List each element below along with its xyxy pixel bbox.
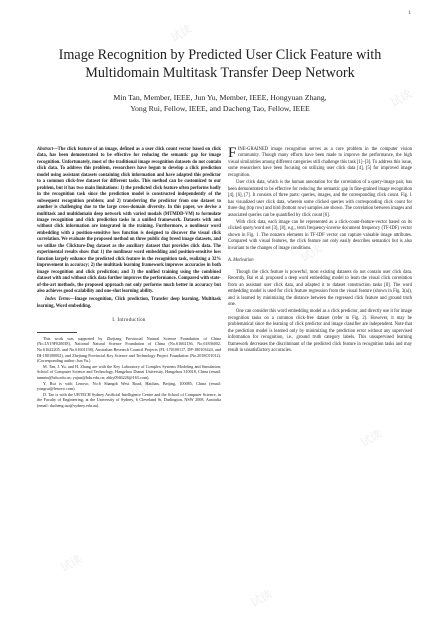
intro-paragraph: FINE-GRAINED image recognition serves as a core problem in the computer vision community. Though many efforts have been made to improve the performance, the high visual similarities among different categories still challenge this task [1]–[3]. To address this issue, some researchers have been focusing on utilizing user click data [4], [5] for improved image recognition. (228, 145, 412, 178)
page-number: 1 (408, 11, 411, 16)
drop-cap: F (228, 145, 237, 161)
intro-paragraph: User click data, which is the human annotation for the correlation of a query-image pair, has been demonstrated to be effective for reducing the semantic gap in fine-grained image recognition [4], [6], [7]. It consists of three parts: queries, images, and the corresponding click count. Fig. 1 has visualized user click data, wherein some clicked queries with corresponding click count for three dog (top row) and bird (bottom row) samples are shown. The correlation between images and associated queries can be quantified by click count [6]. (228, 180, 412, 218)
footnote: M. Tan, J. Yu, and H. Zhang are with the Key Laboratory of Complex Systems Modeling and Simulation, School of Computer Science and Technology, Hangzhou Dianzi University, Hangzhou 310018, China (email: tanmin@hdu.edu.cn; yujun@hdu.edu.cn; zhhy0946226@163.com). (37, 363, 221, 380)
watermark: 试读 (248, 587, 275, 610)
watermark: 试读 (388, 87, 415, 110)
abstract-text: —The click feature of an image, defined as a user click count vector based on click data, has been demonstrated to be effective for reducing the semantic gap for image recognition. Unfortunately, most of the traditional image recognition datasets do not contain click data. To address this problem, researchers have begun to develop a click prediction model using assistant datasets containing click information and have adapted this predictor to a common click-free dataset for different tasks. This method can be customized to our problem, but it has two main limitations: 1) the predicted click feature often performs badly in the recognition task since the prediction model is constructed independently of the subsequent recognition problem; and 2) transferring the predictor from one dataset to another is challenging due to the large cross-domain diversity. In this paper, we devise a multitask and multidomain deep network with varied modals (MTMDD-VM) to formulate image recognition and click prediction tasks in a unified framework. Datasets with and without click information are integrated in the training. Furthermore, a nonlinear word embedding with a position-sensitive loss function is designed to discover the visual click correlation. We evaluate the proposed method on three public dog breed image datasets, and we utilize the Clickture-Dog dataset as the auxiliary dataset that provides click data. The experimental results show that 1) the nonlinear word embedding and position-sensitive loss function largely enhance the predicted click feature in the recognition task, realizing a 32% improvement in accuracy; 2) the multitask learning framework improves accuracies in both image recognition and click prediction; and 3) the unified training using the combined dataset with and without click data further improves the performance. Compared with state-of-the-art methods, the proposed approach not only performs much better in accuracy but also achieves good scalability and one-shot learning ability. (37, 147, 221, 294)
section-heading: I. Introduction (112, 318, 146, 324)
subsection-heading: A. Motivation (228, 258, 254, 264)
author-list (20, 93, 420, 115)
paper-title: Image Recognition by Predicted User Click Feature with Multidomain Multitask Transfer Deep Network (58, 47, 382, 81)
watermark: 试读 (298, 242, 325, 265)
index-terms (37, 297, 221, 310)
intro-paragraph: With click data, each image can be represented as a click-count-feature-vector based on its clicked query/word set [3], [8], e.g., term frequency-inverse document frequency (TF-IDF) vector shown in Fig. 1. The nonzero elements in TF-IDF vector can capture valuable image attributes. Compared with visual features, the click feature not only easily describes semantics but is also invariant to the changes of image conditions. (228, 219, 412, 251)
index-terms-label: Index Terms (45, 297, 70, 303)
watermark: 试读 (168, 22, 195, 45)
abstract (37, 147, 221, 295)
author-line: Min Tan, Member, IEEE, Jun Yu, Member, IEEE, Hongyuan Zhang, (113, 93, 327, 102)
watermark: 试读 (358, 427, 385, 450)
footnote-divider (37, 332, 77, 333)
motivation-paragraph: Though the click feature is powerful, most existing datasets do not contain user click data. Recently, Bai et al. proposed a deep word embedding model to learn the visual click correlation from an assistant user click data, and adapted it to dataset construction tasks [8]. The word embedding model is used for click feature regression from the visual feature (shown in Fig. 3(a)), and is learned by minimizing the distance between the regressed click feature and ground truth one. (228, 269, 412, 307)
footnote: Y. Rui is with Lenovo, No.6 Shangdi West Road, Haidian, Beijing, 100085, China (email: yongrui@lenovo.com). (37, 380, 221, 392)
author-line: Yong Rui, Fellow, IEEE, and Dacheng Tao, Fellow, IEEE (130, 103, 310, 113)
motivation-paragraph: One can consider this word embedding model as a click predictor, and directly use it for image recognition tasks on a common click-free dataset (refer to Fig. 2). However, it may be problematical since the learning of click predictor and image classifier are independent. Note that the prediction model is learned only by minimizing the prediction error without any supervised information for recognition, i.e., ground truth category labels. This unsupervised learning framework decreases the discriminant of the predicted click feature in recognition tasks and may result in unsatisfactory accuracies. (228, 309, 412, 354)
left-column (37, 147, 221, 409)
watermark: 试读 (128, 377, 155, 400)
footnote: This work was supported by Zhejiang Provincial Natural Science Foundation of China (No.LY19F020038), National Natural Science Foundation of China (No.61602136, No.61836002, No.61622205, and No.61601158), Australian Research Council Projects (FL-170100117, DP-180103424, and IH-180100002), and Zhejiang Provincial Key Science and Technology Project Foundation (No.2018C01012). (Corresponding author: Jun Yu.) (37, 335, 221, 364)
index-terms-text: —Image recognition, Click prediction, Transfer deep learning, Multitask learning, Word embedding. (37, 297, 221, 309)
abstract-label: Abstract (37, 147, 53, 152)
footnote: D. Tao is with the UBTECH Sydney Artificial Intelligence Centre and the School of Computer Science, in the Faculty of Engineering, at the University of Sydney, 6 Cleveland St, Darlington, NSW 2008, Australia (email: dacheng.tao@sydney.edu.au). (37, 391, 221, 408)
watermark: 试读 (58, 552, 85, 575)
watermark: 试读 (34, 197, 61, 220)
right-column (228, 147, 412, 356)
